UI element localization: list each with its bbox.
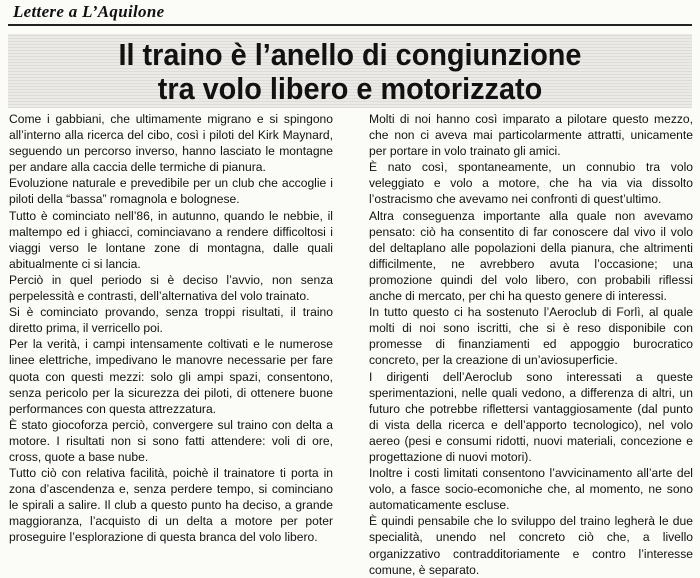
section-label: Lettere a L’Aquilone [13, 2, 165, 21]
paragraph: È stato giocoforza perciò, convergere sul traino con delta a motore. I risultati non si sono fatti attendere: voli di ore, cross, quote a base nube. [9, 417, 333, 464]
paragraph: Come i gabbiani, che ultimamente migrano e si spingono all’interno alla ricerca del cibo, così i piloti del Kirk Maynard, seguendo un percorso inverso, hanno lasciato le montagne per andare alla caccia delle termiche di pianura. [9, 112, 333, 175]
paragraph: In tutto questo ci ha sostenuto l’Aeroclub di Forlì, al quale molti di noi sono iscritti, che si è reso disponibile con promesse di finanziamenti ed appoggio burocratico concreto, per la creazione di un’aviosuperficie. [369, 305, 693, 368]
paragraph: Altra conseguenza importante alla quale non avevamo pensato: ciò ha consentito di far conoscere dal vivo il volo del deltaplano alle popolazioni della pianura, che altrimenti difficilmente, ne avrebbero avuta l’occasione; una promozione quindi del volo libero, con probabili riflessi anche di mercato, per chi ha questo genere di interessi. [369, 208, 693, 304]
paragraph: È nato così, spontaneamente, un connubio tra volo veleggiato e volo a motore, che ha via via dissolto l’ostracismo che avevamo nei confronti di quest’ultimo. [369, 160, 693, 207]
paragraph: È quindi pensabile che lo sviluppo del traino legherà le due specialità, unendo nel concreto ciò che, a livello organizzativo contradditoriamente e contro l’interesse comune, è separato. [369, 514, 693, 577]
paragraph: I dirigenti dell’Aeroclub sono interessati a queste sperimentazioni, nelle quali vedono, a differenza di altri, un futuro che potrebbe riflettersi vantaggiosamente (dal punto di vista della ricerca e dell’apporto tecnologico), nel volo aereo (pesi e consumi ridotti, nuovi materiali, concezione e progettazione di nuovi motori). [369, 369, 693, 464]
paragraph: Inoltre i costi limitati consentono l’avvicinamento all’arte del volo, a fasce socio-ecomoniche che, al momento, ne sono automaticamente escluse. [369, 466, 693, 513]
left-column [9, 111, 333, 546]
headline [32, 38, 668, 106]
headline-box [8, 34, 692, 108]
paragraph: Si è cominciato provando, senza troppi risultati, il traino diretto prima, il verricello poi. [9, 305, 333, 336]
headline-line-2: tra volo libero e motorizzato [157, 71, 543, 106]
right-column [369, 111, 693, 578]
paragraph: Molti di noi hanno così imparato a pilotare questo mezzo, che non ci aveva mai particolarmente attratti, unicamente per portare in volo trainato gli amici. [369, 112, 693, 159]
paragraph: Tutto è cominciato nell’86, in autunno, quando le nebbie, il maltempo ed i ghiacci, cominciavano a rendere difficoltosi i viaggi verso le lontane zone di montagna, dalle quali abitualmente ci si lancia. [9, 208, 333, 271]
paragraph: Perciò in quel periodo si è deciso l’avvio, non senza perpelessità e contrasti, dell’alternativa del volo trainato. [9, 272, 333, 304]
paragraph: Tutto ciò con relativa facilità, poichè il trainatore ti porta in zona d’ascendenza e, senza perdere tempo, si cominciano le spirali a salire. Il club a questo punto ha deciso, a grande maggioranza, l’acquisto di un delta a motore per poter proseguire l’esplorazione di questa branca del volo libero. [9, 466, 333, 545]
headline-line-1: Il traino è l’anello di congiunzione [118, 37, 582, 72]
paragraph: Per la verità, i campi intensamente coltivati e le numerose linee elettriche, impedivano le manovre necessarie per fare quota con questi mezzi: solo gli ampi spazi, consentono, senza pericolo per la sicurezza dei piloti, di ottenere buone performances con questa attrezzatura. [9, 337, 333, 416]
header-rule [8, 24, 692, 26]
paragraph: Evoluzione naturale e prevedibile per un club che accoglie i piloti della “bassa” romagnola e bolognese. [9, 176, 333, 207]
